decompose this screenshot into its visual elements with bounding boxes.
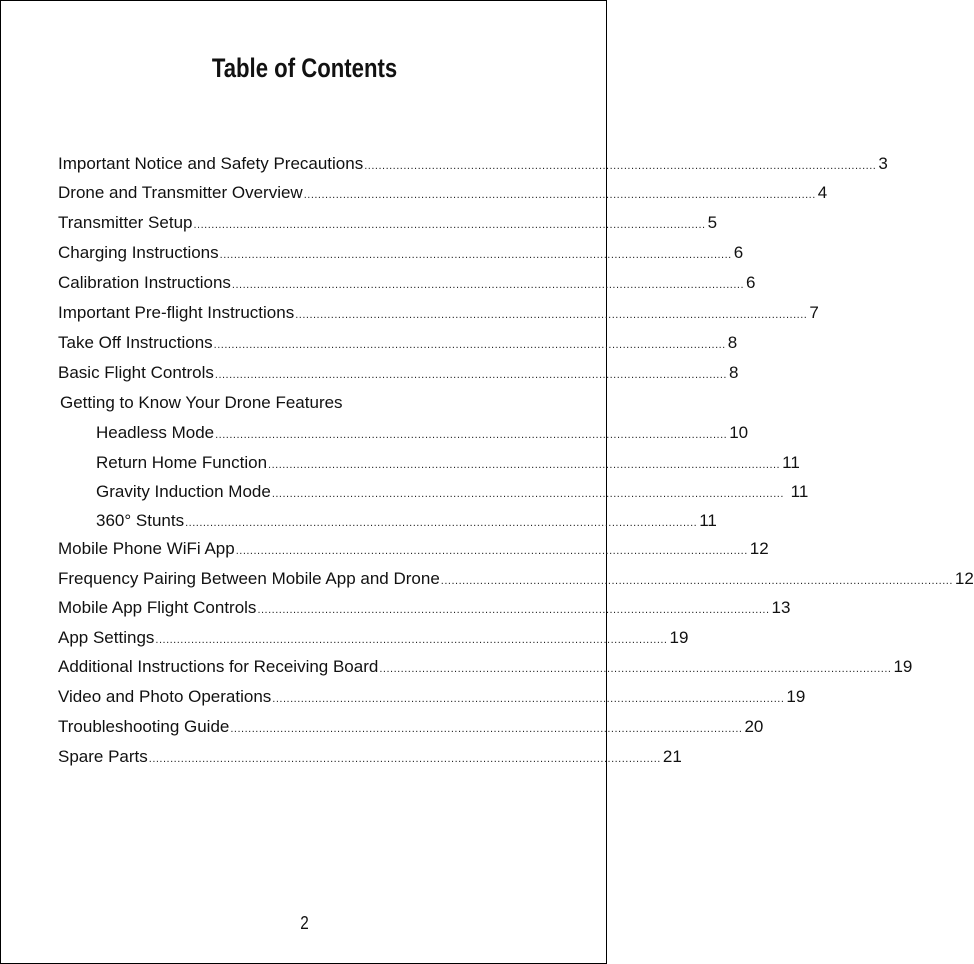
toc-entry-safety[interactable]	[58, 153, 888, 175]
toc-entry-label: Mobile Phone WiFi App	[58, 539, 235, 558]
toc-entry-label: Important Notice and Safety Precautions	[58, 154, 364, 173]
dot-leader: ................................................................................................................................................	[440, 575, 953, 587]
dot-leader: ................................................................................................................................................	[271, 488, 784, 500]
dot-leader: ................................................................................................................................................	[230, 723, 743, 735]
dot-leader: ................................................................................................................................................	[215, 429, 728, 441]
toc-entry-page: 7	[809, 303, 819, 322]
toc-entry-basic-controls[interactable]	[58, 362, 739, 384]
toc-entry-receiving-board[interactable]	[58, 656, 913, 678]
toc-entry-page: 10	[729, 423, 749, 442]
dot-leader: ................................................................................................................................................	[268, 459, 781, 471]
toc-entry-transmitter-setup[interactable]	[58, 212, 718, 234]
toc-entry-label: Frequency Pairing Between Mobile App and Drone	[58, 569, 440, 588]
toc-entry-label: Spare Parts	[58, 747, 148, 766]
toc-entry-label: Mobile App Flight Controls	[58, 598, 257, 617]
toc-entry-overview[interactable]	[58, 182, 828, 204]
toc-entry-page: 6	[746, 273, 756, 292]
toc-entry-label: Troubleshooting Guide	[58, 717, 230, 736]
toc-entry-app-flight-controls[interactable]	[58, 597, 791, 619]
toc-entry-label: 360° Stunts	[96, 511, 185, 530]
toc-entry-label: Additional Instructions for Receiving Board	[58, 657, 379, 676]
toc-entry-label: Return Home Function	[96, 453, 268, 472]
toc-subentry-headless[interactable]	[96, 422, 749, 444]
dot-leader: ................................................................................................................................................	[214, 369, 727, 381]
toc-entry-page: 8	[727, 333, 738, 352]
toc-entry-app-settings[interactable]	[58, 627, 689, 649]
dot-leader: ................................................................................................................................................	[379, 663, 892, 675]
dot-leader: ................................................................................................................................................	[257, 604, 770, 616]
toc-entry-page: 3	[878, 154, 888, 173]
dot-leader: ................................................................................................................................................	[185, 517, 698, 529]
toc-entry-page: 4	[817, 183, 828, 202]
toc-entry-page: 11	[699, 511, 717, 530]
toc-entry-label: Drone and Transmitter Overview	[58, 183, 303, 202]
dot-leader: ................................................................................................................................................	[295, 309, 808, 321]
toc-entry-frequency-pairing[interactable]	[58, 568, 974, 590]
toc-entry-page: 20	[744, 717, 764, 736]
toc-entry-page: 21	[662, 747, 682, 766]
toc-entry-takeoff[interactable]	[58, 332, 738, 354]
toc-entry-page: 5	[707, 213, 718, 232]
toc-entry-page: 12	[954, 569, 974, 588]
dot-leader: ................................................................................................................................................	[155, 634, 668, 646]
toc-entry-label: Take Off Instructions	[58, 333, 213, 352]
page-title: Table of Contents	[211, 53, 398, 83]
toc-subentry-gravity-induction[interactable]	[96, 481, 809, 503]
dot-leader: ................................................................................................................................................	[219, 249, 732, 261]
toc-entry-wifi-app[interactable]	[58, 538, 769, 560]
toc-entry-charging[interactable]	[58, 242, 744, 264]
toc-entry-label: Video and Photo Operations	[58, 687, 272, 706]
dot-leader: ................................................................................................................................................	[148, 753, 661, 765]
toc-entry-preflight[interactable]	[58, 302, 819, 324]
toc-entry-label: Basic Flight Controls	[58, 363, 214, 382]
toc-entry-label: Calibration Instructions	[58, 273, 231, 292]
dot-leader: ................................................................................................................................................	[364, 160, 877, 172]
toc-entry-page: 19	[669, 628, 689, 647]
toc-entry-page: 19	[893, 657, 913, 676]
toc-entry-page: 13	[771, 598, 791, 617]
toc-entry-label: Transmitter Setup	[58, 213, 193, 232]
toc-entry-page: 8	[728, 363, 739, 382]
toc-entry-label: Important Pre-flight Instructions	[58, 303, 295, 322]
toc-entry-label: Gravity Induction Mode	[96, 482, 271, 501]
toc-entry-troubleshooting[interactable]	[58, 716, 764, 738]
dot-leader: ................................................................................................................................................	[231, 279, 745, 291]
toc-entry-video-photo[interactable]	[58, 686, 806, 708]
toc-entry-page: 6	[733, 243, 744, 262]
dot-leader: ................................................................................................................................................	[213, 339, 726, 351]
toc-subentry-return-home[interactable]	[96, 452, 800, 474]
toc-entry-calibration[interactable]	[58, 272, 756, 294]
dot-leader: ................................................................................................................................................	[193, 219, 706, 231]
dot-leader: ................................................................................................................................................	[235, 545, 748, 557]
toc-entry-label: App Settings	[58, 628, 155, 647]
toc-entry-spare-parts[interactable]	[58, 746, 682, 768]
page-number: 2	[300, 913, 309, 933]
toc-heading-features: Getting to Know Your Drone Features	[60, 393, 343, 412]
toc-entry-label: Headless Mode	[96, 423, 215, 442]
dot-leader: ................................................................................................................................................	[303, 189, 816, 201]
toc-entry-page: 11	[785, 482, 809, 501]
dot-leader: ................................................................................................................................................	[272, 693, 785, 705]
toc-entry-label: Charging Instructions	[58, 243, 219, 262]
toc-entry-page: 11	[782, 453, 800, 472]
toc-entry-page: 12	[749, 539, 769, 558]
toc-entry-page: 19	[786, 687, 806, 706]
toc-subentry-stunts[interactable]	[96, 510, 717, 532]
